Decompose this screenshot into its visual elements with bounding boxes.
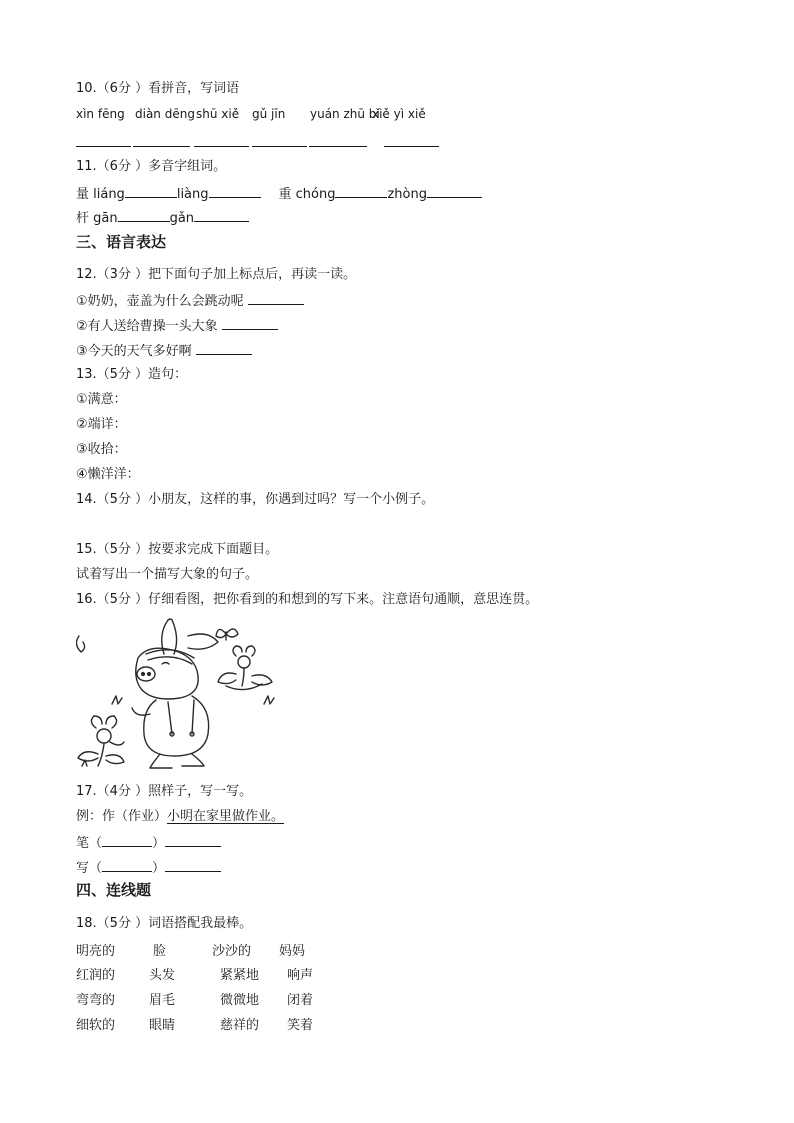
match-word[interactable]: 慈祥的: [220, 1018, 260, 1033]
answer-blank[interactable]: [133, 146, 190, 147]
answer-blank[interactable]: [209, 184, 261, 198]
q13-item-1: ①满意：: [76, 392, 127, 407]
match-word[interactable]: 眼睛: [149, 1018, 176, 1033]
polyphone-gan2: gǎn: [169, 211, 195, 226]
polyphone-zhong: zhòng: [387, 187, 427, 202]
q13-item-3: ③收拾：: [76, 442, 127, 457]
pinyin-diandeng: diàn dēng: [135, 107, 195, 121]
match-word[interactable]: 头发: [149, 968, 176, 983]
close-paren: ）: [152, 861, 166, 876]
match-word[interactable]: 妈妈: [279, 944, 306, 959]
match-word[interactable]: 明亮的: [76, 944, 116, 959]
q16-title: 16.（5分 ）仔细看图，把你看到的和想到的写下来。注意语句通顺，意思连贯。: [76, 592, 539, 607]
section-title-3: 三、语言表达: [76, 233, 167, 251]
pinyin-gujin: gǔ jīn: [252, 107, 286, 121]
answer-blank[interactable]: [222, 316, 278, 330]
answer-blank[interactable]: [165, 858, 221, 872]
q14-title: 14.（5分 ）小朋友，这样的事，你遇到过吗？写一个小例子。: [76, 492, 435, 507]
q17-row-1: [76, 833, 221, 853]
match-word[interactable]: 笑着: [287, 1018, 314, 1033]
q12-title: 12.（3分 ）把下面句子加上标点后，再读一读。: [76, 267, 357, 282]
section-title-4: 四、连线题: [76, 881, 152, 899]
pinyin-yuanzhubi: yuán zhū bǐ: [310, 107, 380, 121]
pinyin-shuxie: shū xiě: [196, 107, 240, 121]
match-word[interactable]: 细软的: [76, 1018, 116, 1033]
q13-item-4: ④懒洋洋：: [76, 467, 140, 482]
answer-blank[interactable]: [194, 146, 249, 147]
match-word[interactable]: 闭着: [287, 993, 314, 1008]
match-word[interactable]: 红润的: [76, 968, 116, 983]
q10-pinyin-row: [76, 107, 476, 125]
q10-title: 10.（6分 ）看拼音，写词语: [76, 81, 240, 96]
match-word[interactable]: 紧紧地: [220, 968, 260, 983]
pinyin-xinfeng: xìn fēng: [76, 107, 125, 121]
match-row: [76, 989, 376, 1007]
answer-blank[interactable]: [102, 833, 152, 847]
sentence-text: ②有人送给曹操一头大象: [76, 319, 218, 334]
q11-row2: [76, 208, 249, 228]
match-word[interactable]: 微微地: [220, 993, 260, 1008]
match-word[interactable]: 眉毛: [149, 993, 176, 1008]
answer-blank[interactable]: [76, 146, 131, 147]
pig-illustration: [76, 618, 281, 770]
match-word[interactable]: 弯弯的: [76, 993, 116, 1008]
answer-blank[interactable]: [194, 208, 249, 222]
match-word[interactable]: 脸: [153, 944, 167, 959]
answer-blank[interactable]: [102, 858, 152, 872]
answer-blank[interactable]: [427, 184, 482, 198]
polyphone-liang2: liàng: [176, 187, 209, 202]
answer-blank[interactable]: [165, 833, 221, 847]
answer-blank[interactable]: [384, 146, 439, 147]
q12-item-1: [76, 291, 304, 311]
example-sentence: 小明在家里做作业。: [167, 809, 285, 824]
q17-title: 17.（4分 ）照样子，写一写。: [76, 784, 253, 799]
answer-blank[interactable]: [248, 291, 304, 305]
q13-title: 13.（5分 ）造句：: [76, 367, 188, 382]
answer-blank[interactable]: [335, 184, 387, 198]
q11-row1: [76, 184, 482, 204]
close-paren: ）: [152, 836, 166, 851]
match-row: [76, 964, 376, 982]
polyphone-chong: 重 chóng: [278, 187, 336, 202]
answer-blank[interactable]: [125, 184, 177, 198]
q12-item-2: [76, 316, 278, 336]
q12-item-3: [76, 341, 252, 361]
pinyin-xieyixie: xiě yì xiě: [372, 107, 426, 121]
char-prefix: 写（: [76, 861, 103, 876]
sentence-text: ①奶奶，壶盖为什么会跳动呢: [76, 294, 244, 309]
match-row: [76, 940, 376, 958]
q17-row-2: [76, 858, 221, 878]
sentence-text: ③今天的天气多好啊: [76, 344, 192, 359]
q13-item-2: ②端详：: [76, 417, 127, 432]
q18-title: 18.（5分 ）词语搭配我最棒。: [76, 916, 253, 931]
q15-title: 15.（5分 ）按要求完成下面题目。: [76, 542, 279, 557]
q17-example: [76, 808, 284, 826]
char-prefix: 笔（: [76, 836, 103, 851]
q11-title: 11.（6分 ）多音字组词。: [76, 159, 227, 174]
answer-blank[interactable]: [196, 341, 252, 355]
match-word[interactable]: 响声: [287, 968, 314, 983]
polyphone-gan: 杆 gān: [76, 211, 118, 226]
answer-blank[interactable]: [309, 146, 367, 147]
match-word[interactable]: 沙沙的: [212, 944, 252, 959]
match-row: [76, 1014, 376, 1032]
example-prefix: 例：作（作业）: [76, 809, 168, 824]
q15-body: 试着写出一个描写大象的句子。: [76, 567, 259, 582]
polyphone-liang: 量 liáng: [76, 187, 125, 202]
answer-blank[interactable]: [118, 208, 170, 222]
answer-blank[interactable]: [252, 146, 307, 147]
